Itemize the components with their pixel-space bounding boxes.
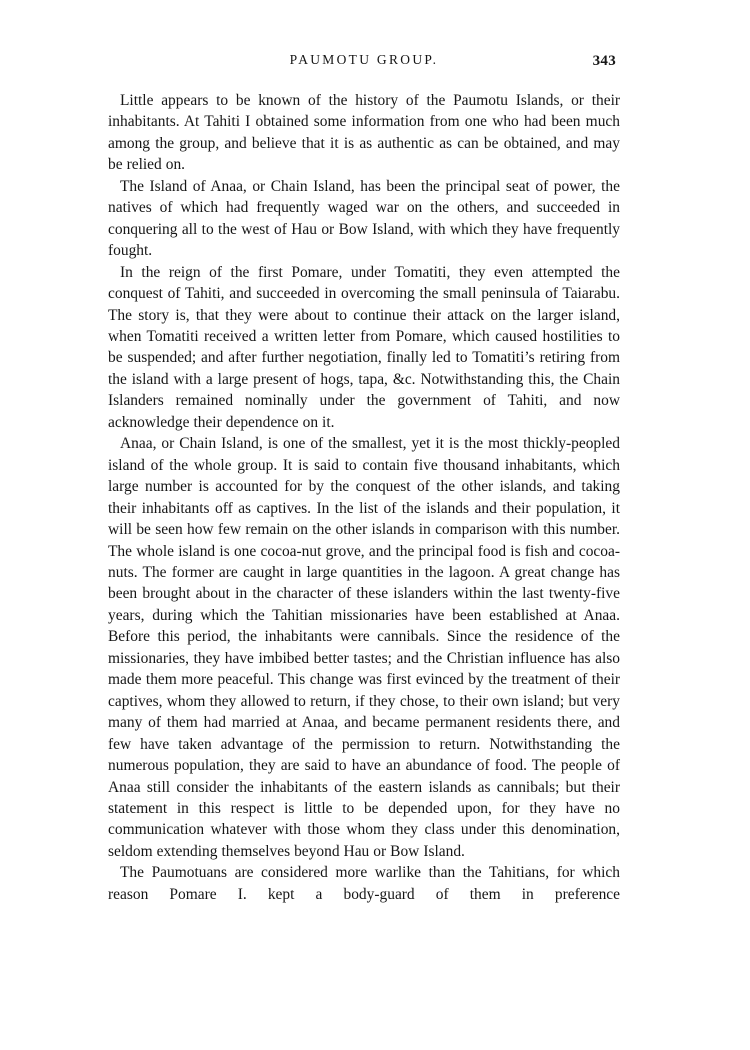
paragraph: Anaa, or Chain Island, is one of the smallest, yet it is the most thickly-peopled island of the whole group. It is said to contain five thousand inhabitants, which large number is accounted for by the conquest of the other islands, and taking their inhabitants off as captives. In the list of the islands and their population, it will be seen how few remain on the other islands in comparison with this number. The whole island is one cocoa-nut grove, and the principal food is fish and cocoa-nuts. The former are caught in large quantities in the lagoon. A great change has been brought about in the character of these islanders within the last twenty-five years, during which the Tahitian missionaries have been established at Anaa. Before this period, the inhabitants were cannibals. Since the residence of the missionaries, they have imbibed better tastes; and the Christian influence has also made them more peaceful. This change was first evinced by the treatment of their captives, whom they allowed to return, if they chose, to their own island; but very many of them had married at Anaa, and became permanent residents there, and few have taken advantage of the permission to return. Notwithstanding the numerous population, they are said to have an abundance of food. The people of Anaa still consider the inhabitants of the eastern islands as cannibals; but their statement in this respect is little to be depended upon, for they have no communication whatever with those whom they class under this denomination, seldom extending themselves beyond Hau or Bow Island. — [108, 435, 620, 860]
page-number: 343 — [592, 53, 616, 69]
paragraph: In the reign of the first Pomare, under Tomatiti, they even attempted the conquest of Tahiti, and succeeded in overcoming the small peninsula of Taiarabu. The story is, that they were about to continue their attack on the larger island, when Tomatiti received a written letter from Pomare, which caused hostilities to be suspended; and after further negotiation, finally led to Tomatiti’s retiring from the island with a large present of hogs, tapa, &c. Notwithstanding this, the Chain Islanders remained nominally under the government of Tahiti, and now acknowledge their dependence on it. — [108, 263, 620, 431]
paragraph: Little appears to be known of the history of the Paumotu Islands, or their inhabitants. At Tahiti I obtained some information from one who had been much among the group, and believe that it is as authentic as can be obtained, and may be relied on. — [108, 92, 620, 174]
book-page — [108, 52, 620, 1002]
paragraph: The Island of Anaa, or Chain Island, has been the principal seat of power, the natives of which had frequently waged war on the others, and succeeded in conquering all to the west of Hau or Bow Island, with which they have frequently fought. — [108, 177, 620, 260]
page-title: PAUMOTU GROUP. — [289, 52, 439, 67]
running-header — [108, 52, 620, 82]
paragraph: The Paumotuans are considered more warlike than the Tahitians, for which reason Pomare I. kept a body-guard of them in preference — [108, 864, 620, 903]
body-text — [108, 90, 620, 905]
